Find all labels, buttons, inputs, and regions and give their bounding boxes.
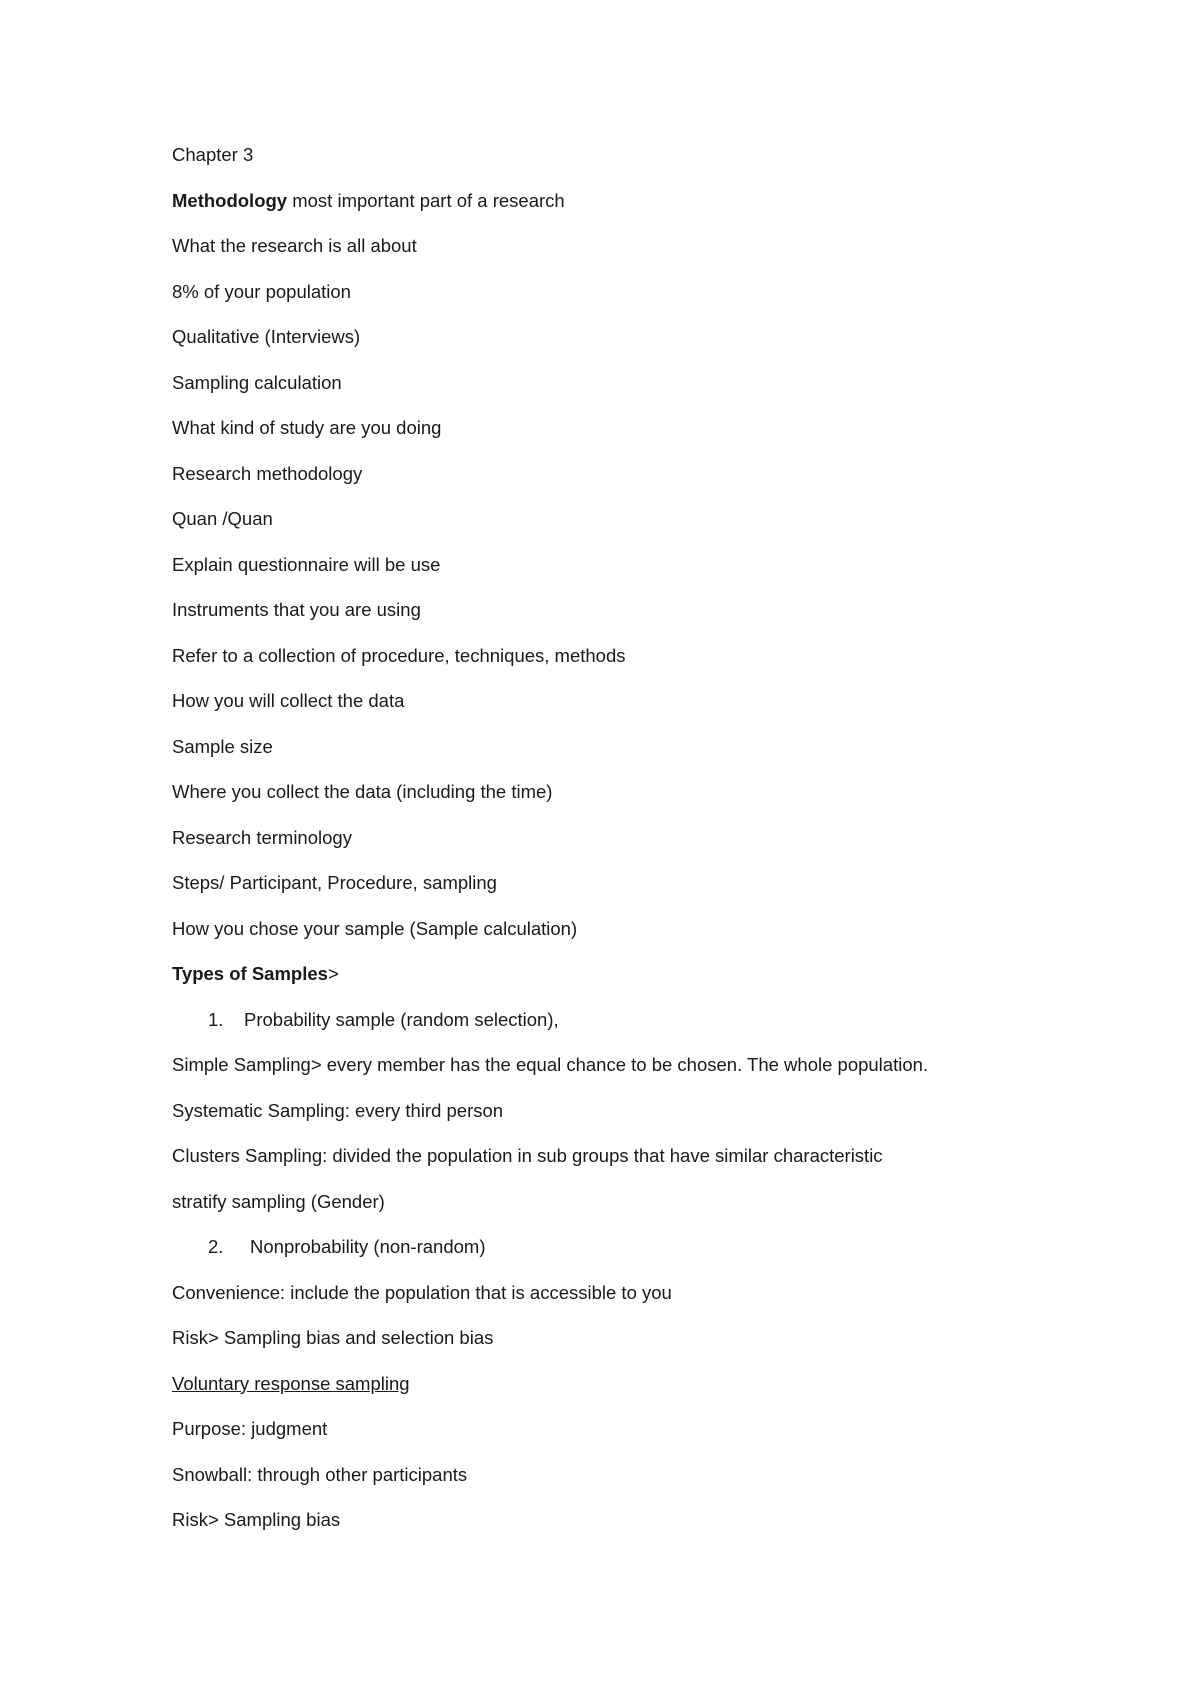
types-heading <box>172 961 1132 1007</box>
numbered-item-1 <box>172 1007 1132 1053</box>
text-line: stratify sampling (Gender) <box>172 1190 385 1212</box>
methodology-line <box>172 188 1132 234</box>
text-line: Purpose: judgment <box>172 1418 328 1439</box>
text-line: Quan /Quan <box>172 508 273 529</box>
types-term: Types of Samples <box>172 963 328 984</box>
text-line: Systematic Sampling: every third person <box>172 1099 504 1121</box>
text-line: How you chose your sample (Sample calculation) <box>172 917 578 939</box>
text-line: Qualitative (Interviews) <box>172 326 361 347</box>
text-line: Steps/ Participant, Procedure, sampling <box>172 872 497 893</box>
numbered-item-2 <box>172 1234 1132 1280</box>
types-suffix: > <box>327 963 339 984</box>
item-text: Nonprobability (non-random) <box>250 1236 486 1257</box>
text-line: Research methodology <box>172 462 363 484</box>
text-line: Refer to a collection of procedure, techniques, methods <box>172 644 626 666</box>
text-line: Convenience: include the population that is accessible to you <box>172 1281 672 1303</box>
text-line: Clusters Sampling: divided the population in sub groups that have similar characteristic <box>172 1145 883 1166</box>
voluntary-line <box>172 1371 1132 1417</box>
chapter-heading: Chapter 3 <box>172 144 254 165</box>
text-line: Instruments that you are using <box>172 599 421 620</box>
text-line: What kind of study are you doing <box>172 417 442 438</box>
text-line: Sampling calculation <box>172 371 342 393</box>
methodology-desc: most important part of a research <box>287 189 565 211</box>
voluntary-heading: Voluntary response sampling <box>172 1372 410 1394</box>
text-line: What the research is all about <box>172 235 417 256</box>
text-line: Explain questionnaire will be use <box>172 553 441 575</box>
document-body <box>172 142 1132 1553</box>
text-line: Risk> Sampling bias and selection bias <box>172 1327 494 1348</box>
text-line: 8% of your population <box>172 280 351 302</box>
methodology-term: Methodology <box>172 189 288 211</box>
text-line: Sample size <box>172 735 273 757</box>
text-line: How you will collect the data <box>172 690 405 711</box>
text-line: Where you collect the data (including the time) <box>172 781 553 802</box>
text-line: Risk> Sampling bias <box>172 1509 341 1530</box>
item-number: 1. <box>208 1008 224 1030</box>
item-text: Probability sample (random selection), <box>244 1008 559 1030</box>
text-line: Research terminology <box>172 826 352 848</box>
text-line: Snowball: through other participants <box>172 1463 468 1485</box>
item-number: 2. <box>208 1236 224 1257</box>
text-line: Simple Sampling> every member has the equal chance to be chosen. The whole population. <box>172 1054 929 1075</box>
